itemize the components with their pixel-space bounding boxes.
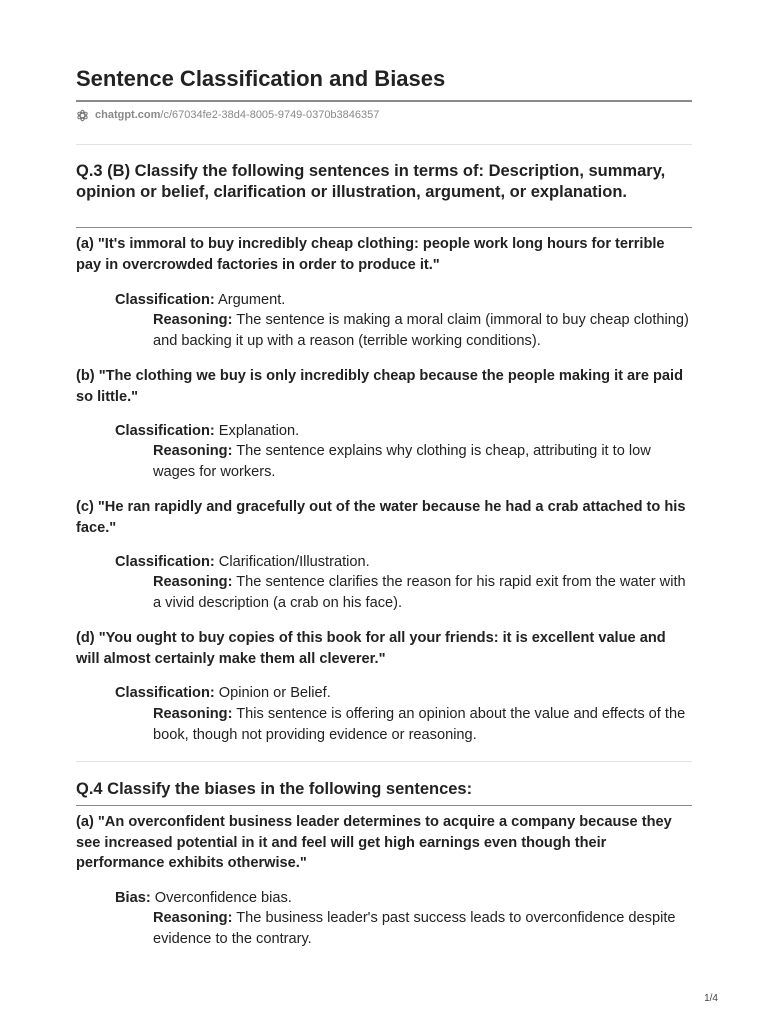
q4-heading: Q.4 Classify the biases in the following sentences: xyxy=(76,780,473,798)
classification-value: Argument. xyxy=(214,292,286,308)
reasoning-label: Reasoning: xyxy=(153,706,233,722)
q3-heading: Q.3 (B) Classify the following sentences in terms of: Description, summary, opinion or belief, clarification or illustration, argument, or explanation. xyxy=(76,162,666,201)
source-divider xyxy=(76,144,692,145)
reasoning-label: Reasoning: xyxy=(153,443,233,459)
classification-label: Classification: xyxy=(115,292,215,308)
source-link[interactable] xyxy=(76,107,379,123)
reasoning-value: This sentence is offering an opinion about the value and effects of the book, though not providing evidence or reasoning. xyxy=(153,706,686,743)
source-path[interactable]: /c/67034fe2-38d4-8005-9749-0370b3846357 xyxy=(160,109,380,121)
q3-item-d-classification xyxy=(115,683,692,704)
reasoning-value: The business leader's past success leads to overconfidence despite evidence to the contrary. xyxy=(153,910,676,947)
q3-item-a-classification xyxy=(115,290,692,311)
q4-item-a-bias xyxy=(115,888,692,909)
classification-value: Clarification/Illustration. xyxy=(214,554,370,570)
section-divider xyxy=(76,761,692,762)
q3-item-d-reasoning xyxy=(153,704,692,745)
q3-divider xyxy=(76,227,692,228)
reasoning-label: Reasoning: xyxy=(153,312,233,328)
reasoning-value: The sentence clarifies the reason for his rapid exit from the water with a vivid description (a crab on his face). xyxy=(153,574,686,611)
reasoning-label: Reasoning: xyxy=(153,574,233,590)
classification-label: Classification: xyxy=(115,554,215,570)
title-divider xyxy=(76,100,692,102)
q3-item-b-reasoning xyxy=(153,441,692,482)
q3-item-a-question: (a) "It's immoral to buy incredibly cheap clothing: people work long hours for terrible pay in overcrowded factories in order to produce it." xyxy=(76,236,665,273)
q3-item-c-reasoning xyxy=(153,572,692,613)
bias-value: Overconfidence bias. xyxy=(150,890,292,906)
q4-item-a-question: (a) "An overconfident business leader determines to acquire a company because they see increased potential in it and feel will get high earnings even though their performance exhibits otherwise." xyxy=(76,814,672,871)
reasoning-label: Reasoning: xyxy=(153,910,233,926)
chatgpt-logo-icon xyxy=(76,109,89,122)
classification-label: Classification: xyxy=(115,423,215,439)
classification-value: Opinion or Belief. xyxy=(214,685,331,701)
q3-item-c-classification xyxy=(115,552,692,573)
classification-label: Classification: xyxy=(115,685,215,701)
reasoning-value: The sentence is making a moral claim (immoral to buy cheap clothing) and backing it up with a reason (terrible working conditions). xyxy=(153,312,689,349)
q3-item-c-question: (c) "He ran rapidly and gracefully out of the water because he had a crab attached to his face." xyxy=(76,499,686,536)
q4-item-a-reasoning xyxy=(153,908,692,949)
bias-label: Bias: xyxy=(115,890,151,906)
page-number: 1/4 xyxy=(704,993,718,1004)
q3-item-b-question: (b) "The clothing we buy is only incredibly cheap because the people making it are paid so little." xyxy=(76,368,684,405)
q3-item-a-reasoning xyxy=(153,310,692,351)
page-title: Sentence Classification and Biases xyxy=(76,66,446,91)
q3-item-d-question: (d) "You ought to buy copies of this book for all your friends: it is excellent value and will almost certainly make them all cleverer." xyxy=(76,630,666,667)
reasoning-value: The sentence explains why clothing is cheap, attributing it to low wages for workers. xyxy=(153,443,651,480)
classification-value: Explanation. xyxy=(214,423,300,439)
source-host[interactable]: chatgpt.com xyxy=(95,109,161,121)
q3-item-b-classification xyxy=(115,421,692,442)
q4-divider xyxy=(76,805,692,806)
